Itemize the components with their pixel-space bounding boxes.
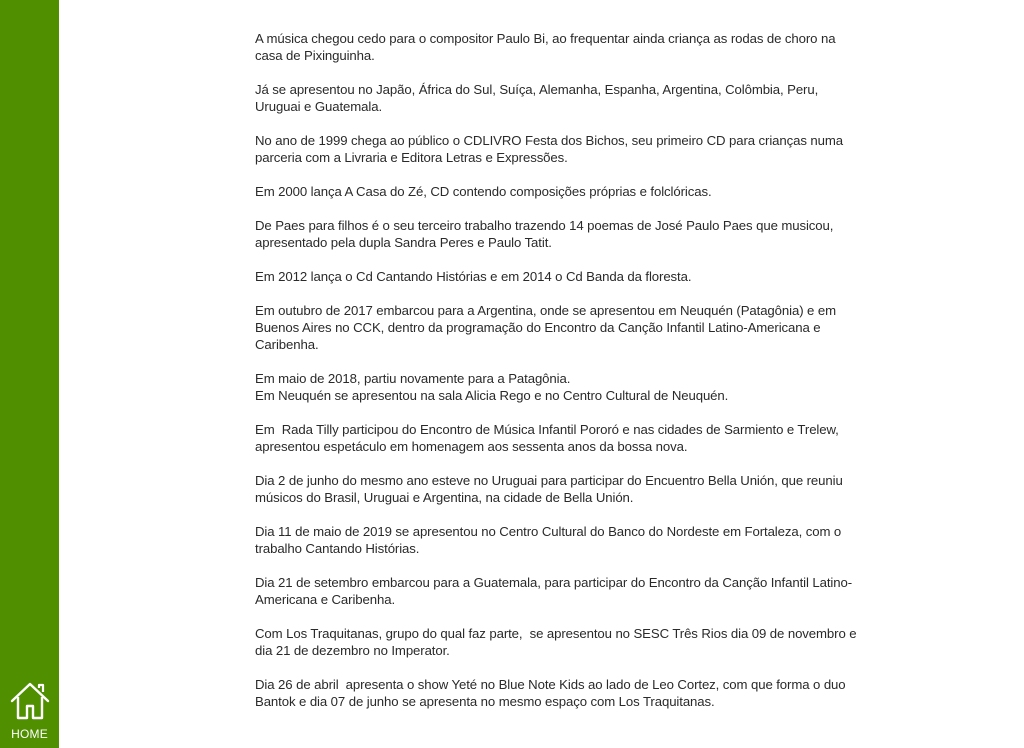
paragraph: Com Los Traquitanas, grupo do qual faz parte, se apresentou no SESC Três Rios dia 09 de novembro e dia 21 de dezembro no Imperator. bbox=[255, 626, 861, 658]
home-label: HOME bbox=[11, 727, 48, 741]
paragraph: Dia 26 de abril apresenta o show Yeté no Blue Note Kids ao lado de Leo Cortez, com que forma o duo Bantok e dia 07 de junho se apresenta no mesmo espaço com Los Traquitanas. bbox=[255, 677, 850, 709]
paragraph: Em 2000 lança A Casa do Zé, CD contendo composições próprias e folclóricas. bbox=[255, 184, 712, 199]
sidebar bbox=[0, 0, 59, 748]
paragraph: Em outubro de 2017 embarcou para a Argentina, onde se apresentou em Neuquén (Patagônia) e em Buenos Aires no CCK, dentro da programação do Encontro da Canção Infantil Latino-Americana e Caribenha. bbox=[255, 303, 840, 352]
home-icon bbox=[9, 680, 51, 720]
home-button[interactable] bbox=[0, 678, 59, 748]
biography-text bbox=[255, 30, 865, 727]
paragraph: A música chegou cedo para o compositor Paulo Bi, ao frequentar ainda criança as rodas de choro na casa de Pixinguinha. bbox=[255, 31, 840, 63]
paragraph: Em 2012 lança o Cd Cantando Histórias e em 2014 o Cd Banda da floresta. bbox=[255, 269, 692, 284]
paragraph: Dia 11 de maio de 2019 se apresentou no Centro Cultural do Banco do Nordeste em Fortaleza, com o trabalho Cantando Histórias. bbox=[255, 524, 845, 556]
paragraph: No ano de 1999 chega ao público o CDLIVRO Festa dos Bichos, seu primeiro CD para crianças numa parceria com a Livraria e Editora Letras e Expressões. bbox=[255, 133, 847, 165]
paragraph: Em maio de 2018, partiu novamente para a Patagônia. Em Neuquén se apresentou na sala Alicia Rego e no Centro Cultural de Neuquén. bbox=[255, 371, 729, 403]
paragraph: Dia 2 de junho do mesmo ano esteve no Uruguai para participar do Encuentro Bella Unión, que reuniu músicos do Brasil, Uruguai e Argentina, na cidade de Bella Unión. bbox=[255, 473, 847, 505]
paragraph: De Paes para filhos é o seu terceiro trabalho trazendo 14 poemas de José Paulo Paes que musicou, apresentado pela dupla Sandra Peres e Paulo Tatit. bbox=[255, 218, 837, 250]
paragraph: Já se apresentou no Japão, África do Sul, Suíça, Alemanha, Espanha, Argentina, Colômbia, Peru, Uruguai e Guatemala. bbox=[255, 82, 822, 114]
paragraph: Dia 21 de setembro embarcou para a Guatemala, para participar do Encontro da Canção Infantil Latino-Americana e Caribenha. bbox=[255, 575, 852, 607]
paragraph: Em Rada Tilly participou do Encontro de Música Infantil Pororó e nas cidades de Sarmiento e Trelew, apresentou espetáculo em homenagem aos sessenta anos da bossa nova. bbox=[255, 422, 843, 454]
